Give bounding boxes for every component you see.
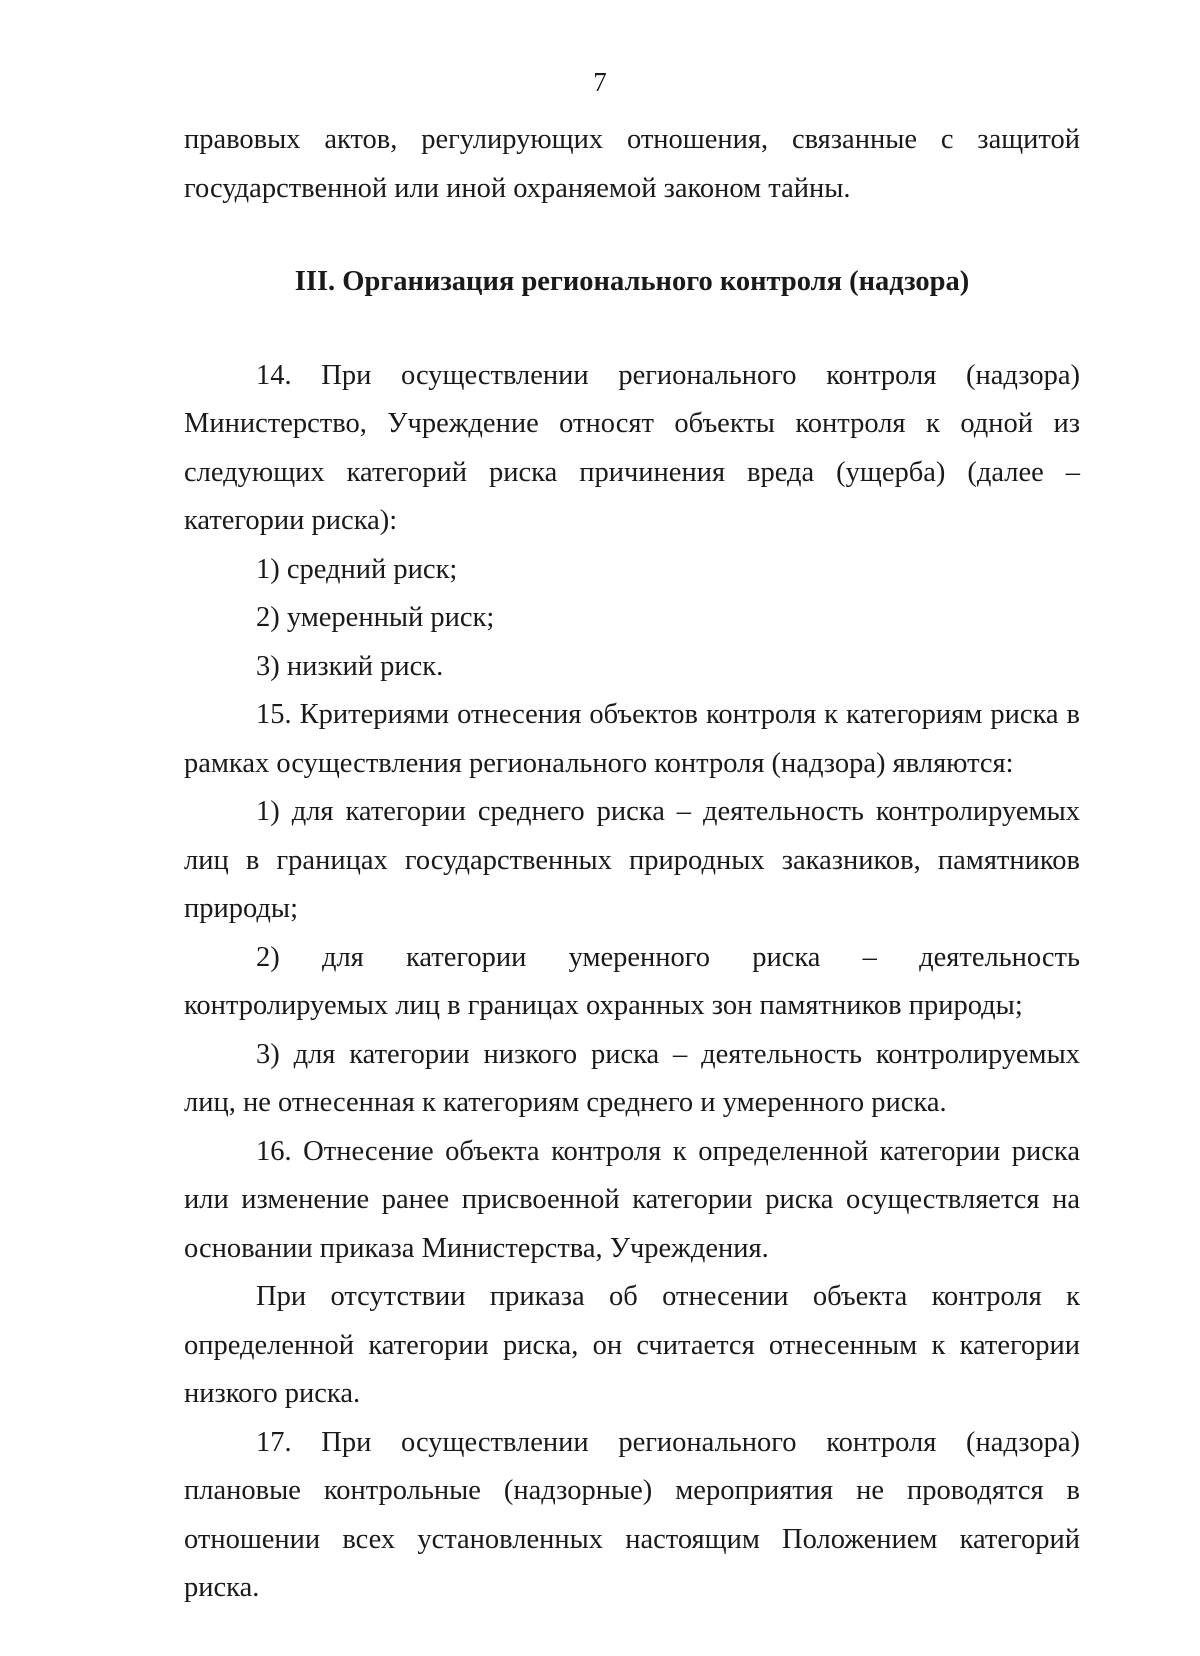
- paragraph-16: 16. Отнесение объекта контроля к определенной категории риска или изменение ранее присвоенной категории риска осуществляется на основании приказа Министерства, Учреждения.: [184, 1135, 1080, 1264]
- paragraph-16-note: При отсутствии приказа об отнесении объекта контроля к определенной категории риска, он считается отнесенным к категории низкого риска.: [184, 1281, 1080, 1409]
- risk-category-item: 2) умеренный риск;: [256, 602, 495, 633]
- criteria-item: 1) для категории среднего риска – деятельность контролируемых лиц в границах государственных природных заказников, памятников природы;: [184, 796, 1080, 924]
- section-title: III. Организация регионального контроля (надзора): [294, 266, 970, 297]
- page-number: 7: [593, 67, 607, 97]
- document-body: [184, 116, 1080, 1613]
- risk-category-item: 1) средний риск;: [256, 553, 458, 585]
- criteria-item: 2) для категории умеренного риска – деятельность контролируемых лиц в границах охранных зон памятников природы;: [184, 941, 1080, 1021]
- paragraph-15: 15. Критериями отнесения объектов контроля к категориям риска в рамках осуществления регионального контроля (надзора) являются:: [184, 699, 1080, 779]
- risk-category-item: 3) низкий риск.: [256, 650, 444, 682]
- intro-paragraph: правовых актов, регулирующих отношения, связанные с защитой государственной или иной охраняемой законом тайны.: [184, 124, 1080, 204]
- paragraph-17: 17. При осуществлении регионального контроля (надзора) плановые контрольные (надзорные) мероприятия не проводятся в отношении всех установленных настоящим Положением категорий риска.: [184, 1426, 1080, 1603]
- criteria-item: 3) для категории низкого риска – деятельность контролируемых лиц, не отнесенная к категориям среднего и умеренного риска.: [184, 1038, 1080, 1118]
- paragraph-14: 14. При осуществлении регионального контроля (надзора) Министерство, Учреждение относят объекты контроля к одной из следующих категорий риска причинения вреда (ущерба) (далее – категории риска):: [184, 359, 1080, 536]
